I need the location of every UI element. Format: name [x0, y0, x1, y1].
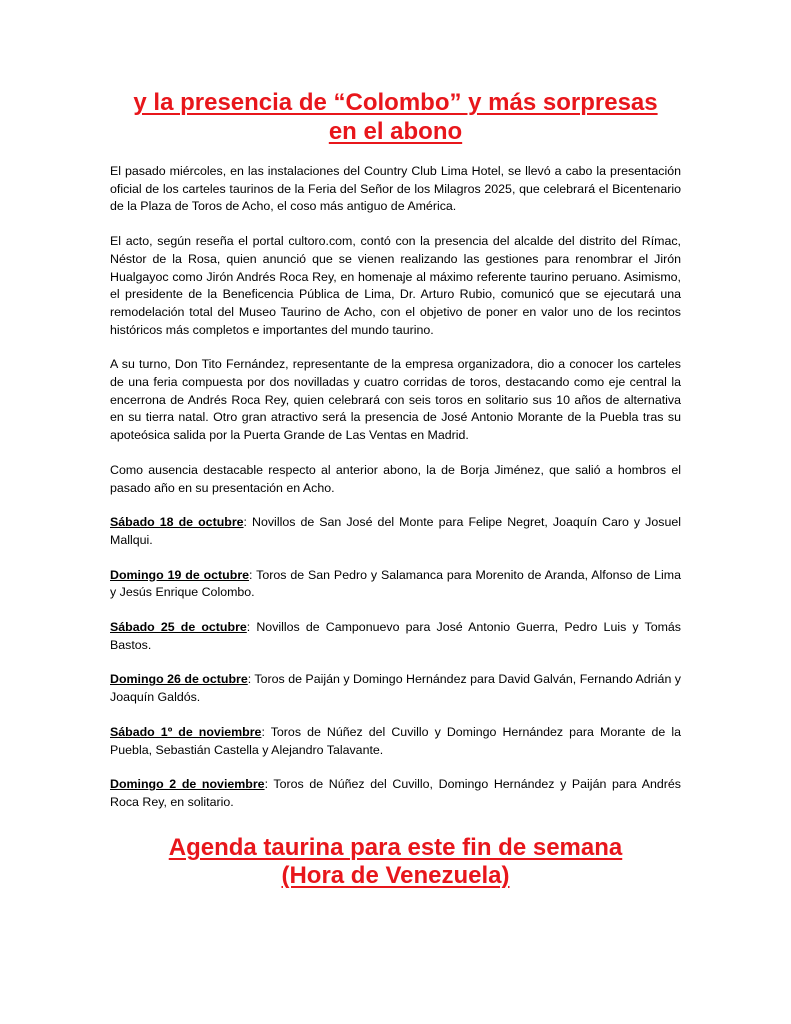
agenda-title [110, 834, 681, 890]
schedule-details: : Toros de Núñez del Cuvillo, Domingo Hernández y Paiján para Andrés Roca Rey, en solitario. [110, 777, 681, 809]
schedule-item [110, 776, 681, 811]
schedule-item [110, 619, 681, 654]
headline-line-2: en el abono [328, 118, 463, 145]
absence-paragraph: Como ausencia destacable respecto al anterior abono, la de Borja Jiménez, que salió a hombros el pasado año en su presentación en Acho. [110, 462, 681, 495]
schedule-date: Domingo 26 de octubre [110, 672, 248, 687]
schedule-details: : Novillos de San José del Monte para Felipe Negret, Joaquín Caro y Josuel Mallqui. [110, 515, 681, 547]
event-details-paragraph: El acto, según reseña el portal cultoro.com, contó con la presencia del alcalde del distrito del Rímac, Néstor de la Rosa, quien anunció que se vienen realizando las gestiones para renombrar el Jirón Hualgayoc como Jirón Andrés Roca Rey, en homenaje al máximo referente taurino peruano. Asimismo, el presidente de la Beneficencia Pública de Lima, Dr. Arturo Rubio, comunicó que se ejecutará una remodelación total del Museo Taurino de Acho, con el objetivo de poner en valor uno de los recintos históricos más completos e importantes del mundo taurino. [110, 234, 681, 337]
schedule-details: : Toros de Núñez del Cuvillo y Domingo Hernández para Morante de la Puebla, Sebastián Castella y Alejandro Talavante. [110, 724, 681, 757]
agenda-title-line-1: Agenda taurina para este fin de semana [168, 833, 623, 861]
schedule-date: Domingo 19 de octubre [110, 567, 250, 582]
schedule-details: : Toros de Paiján y Domingo Hernández para David Galván, Fernando Adrián y Joaquín Galdós. [110, 672, 681, 705]
schedule-details: : Novillos de Camponuevo para José Antonio Guerra, Pedro Luis y Tomás Bastos. [110, 620, 681, 652]
schedule-date: Sábado 1º de noviembre [110, 724, 262, 739]
document-page [110, 88, 681, 890]
headline-line-1: y la presencia de “Colombo” y más sorpresas [133, 89, 658, 116]
schedule-date: Domingo 2 de noviembre [110, 777, 265, 792]
schedule-item [110, 514, 681, 549]
schedule-item [110, 671, 681, 706]
schedule-item [110, 724, 681, 759]
intro-paragraph: El pasado miércoles, en las instalaciones del Country Club Lima Hotel, se llevó a cabo la presentación oficial de los carteles taurinos de la Feria del Señor de los Milagros 2025, que celebrará el Bicentenario de la Plaza de Toros de Acho, el coso más antiguo de América. [110, 164, 681, 214]
agenda-title-line-2: (Hora de Venezuela) [281, 861, 510, 889]
schedule-date: Sábado 18 de octubre [110, 515, 244, 530]
organizer-paragraph: A su turno, Don Tito Fernández, representante de la empresa organizadora, dio a conocer los carteles de una feria compuesta por dos novilladas y cuatro corridas de toros, destacando como eje central la encerrona de Andrés Roca Rey, quien celebrará con seis toros en solitario sus 10 años de alternativa en su tierra natal. Otro gran atractivo será la presencia de José Antonio Morante de la Puebla tras su apoteósica salida por la Puerta Grande de Las Ventas en Madrid. [110, 357, 681, 443]
schedule-details: : Toros de San Pedro y Salamanca para Morenito de Aranda, Alfonso de Lima y Jesús Enrique Colombo. [110, 567, 681, 600]
schedule-item [110, 567, 681, 602]
schedule-date: Sábado 25 de octubre [110, 620, 247, 635]
article-headline [110, 88, 681, 146]
